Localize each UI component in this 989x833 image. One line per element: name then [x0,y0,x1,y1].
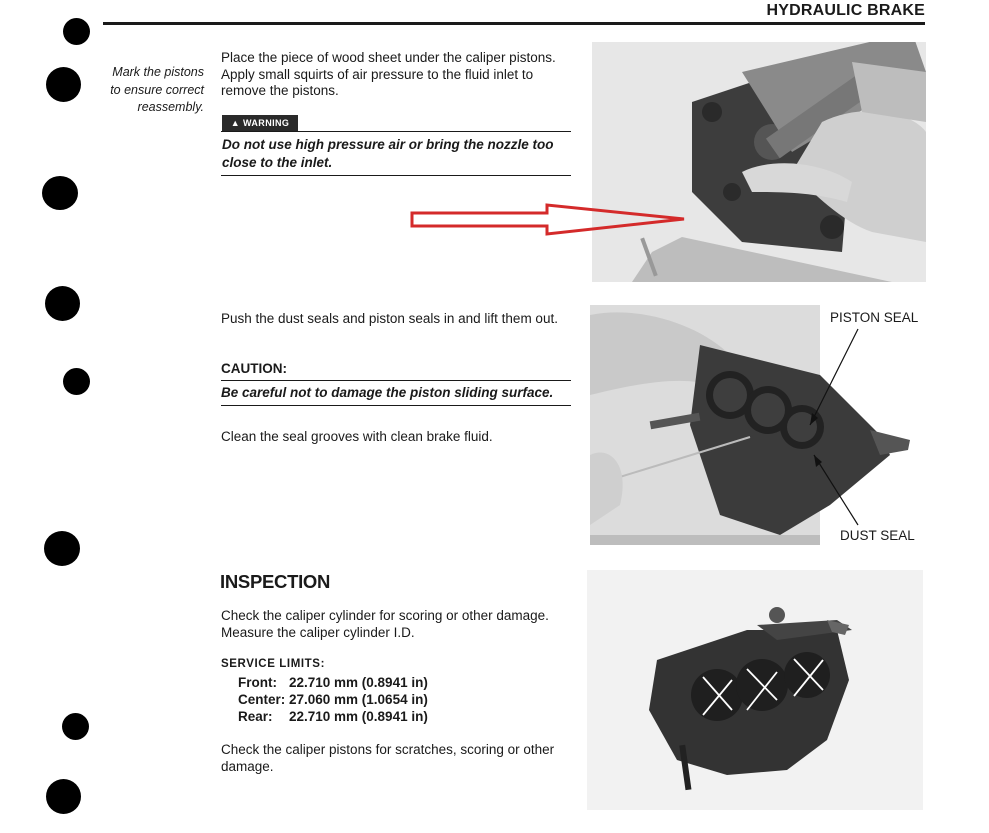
callout-piston-seal: PISTON SEAL [830,310,919,325]
photo-caliper-inspection [587,570,923,810]
limit-value: 27.060 mm (1.0654 in) [289,692,428,707]
step1-text: Place the piece of wood sheet under the caliper pistons. Apply small squirts of air pressure to the fluid inlet to remove the pistons. [221,50,556,98]
section-heading: INSPECTION [220,571,331,592]
warning-text: Do not use high pressure air or bring the nozzle too close to the inlet. [222,137,554,170]
service-limits-title: SERVICE LIMITS: [221,658,325,670]
binder-hole [46,779,81,814]
limit-value: 22.710 mm (0.8941 in) [289,709,428,724]
binder-hole [46,67,81,102]
binder-hole [62,713,89,740]
limit-row-center [238,692,428,707]
limit-value: 22.710 mm (0.8941 in) [289,675,428,690]
caution-title: CAUTION: [221,361,287,376]
warning-label: WARNING [243,118,290,128]
photo-remove-pistons [592,42,926,282]
limit-row-rear [238,709,428,724]
binder-hole [63,18,90,45]
binder-hole [63,368,90,395]
annotation-arrow [408,202,690,238]
warning-triangle-icon: ▲ [230,118,240,128]
limit-row-front [238,675,428,690]
inspection-text: Check the caliper cylinder for scoring or other damage. Measure the caliper cylinder I.D. [221,608,549,640]
caution-text: Be careful not to damage the piston sliding surface. [221,385,554,400]
page-title: HYDRAULIC BRAKE [766,2,925,19]
limit-label: Center: [238,692,286,707]
divider [221,405,571,406]
limit-label: Rear: [238,709,273,724]
photo-seals [590,305,922,545]
limit-label: Front: [238,675,277,690]
binder-hole [45,286,80,321]
divider [221,380,571,381]
divider [221,175,571,176]
side-note: Mark the pistons to ensure correct reassembly. [110,65,204,114]
binder-hole [42,176,78,210]
warning-badge [222,115,298,131]
step2-text: Push the dust seals and piston seals in and lift them out. [221,311,558,326]
callout-dust-seal: DUST SEAL [840,528,915,543]
header-rule [103,22,925,25]
binder-hole [44,531,80,566]
divider [221,131,571,132]
clean-text: Clean the seal grooves with clean brake fluid. [221,429,493,444]
inspection-text-2: Check the caliper pistons for scratches, scoring or other damage. [221,742,555,774]
